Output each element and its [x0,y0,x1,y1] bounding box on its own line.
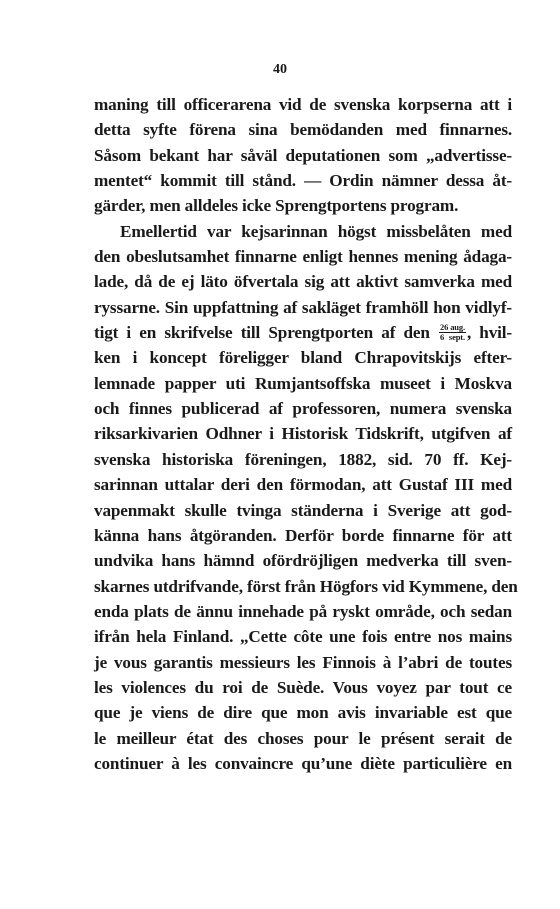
text-line-fragment: , hvil- [466,323,512,343]
text-line: svenska historiska föreningen, 1882, sid. 70 ff. Kej- [94,449,512,469]
text-line: que je viens de dire que mon avis invariable est que [94,703,512,723]
text-line-with-date [94,320,512,345]
text-line: den obeslutsamhet finnarne enligt hennes mening ådaga- [94,247,512,267]
date-fraction [439,323,466,342]
text-line: detta syfte förena sina bemödanden med finnarnes. [94,120,512,140]
text-line: mentet“ kommit till stånd. — Ordin nämner dessa åt- [94,171,512,191]
date-fraction-numerator: 26 aug. [440,321,465,332]
text-line: lemnade papper uti Rumjantsoffska museet i Moskva [94,373,512,393]
text-line: riksarkivarien Odhner i Historisk Tidskrift, utgifven af [94,424,512,444]
text-line: Emellertid var kejsarinnan högst missbelåten med [120,221,512,241]
text-line: sarinnan uttalar deri den förmodan, att Gustaf III med [94,475,512,495]
text-line: les violences du roi de Suède. Vous voyez par tout ce [94,677,512,697]
text-line: continuer à les convaincre qu’une diète particulière en [94,753,512,773]
text-line: vapenmakt skulle tvinga ständerna i Sverige att god- [94,500,512,520]
body-text [94,92,518,776]
text-line: och finnes publicerad af professoren, numera svenska [94,399,512,419]
text-line: känna hans åtgöranden. Derför borde finnarne för att [94,525,512,545]
text-line: ryssarne. Sin uppfattning af sakläget framhöll hon vidlyf- [94,297,512,317]
page-number: 40 [273,62,287,77]
date-fraction-denominator: 6 sept. [440,331,465,342]
text-line: ifrån hela Finland. „Cette côte une fois entre nos mains [94,627,512,647]
text-line: je vous garantis messieurs les Finnois à l’abri de toutes [94,652,512,672]
text-line: gärder, men alldeles icke Sprengtportens program. [94,196,459,216]
text-line: maning till officerarena vid de svenska korpserna att i [94,95,512,114]
text-line: Såsom bekant har såväl deputationen som „advertisse- [94,145,512,165]
text-line: le meilleur état des choses pour le présent serait de [94,728,512,748]
text-line: lade, då de ej läto öfvertala sig att aktivt samverka med [94,272,512,292]
text-line-fragment: tigt i en skrifvelse till Sprengtporten af den [94,323,430,343]
text-line: ken i koncept föreligger bland Chrapovitskijs efter- [94,348,512,368]
text-line: skarnes utdrifvande, först från Högfors vid Kymmene, den [94,576,518,596]
text-line: enda plats de ännu innehade på ryskt område, och sedan [94,601,512,621]
text-line: undvika hans hämnd ofördröjligen medverka till sven- [94,551,512,571]
